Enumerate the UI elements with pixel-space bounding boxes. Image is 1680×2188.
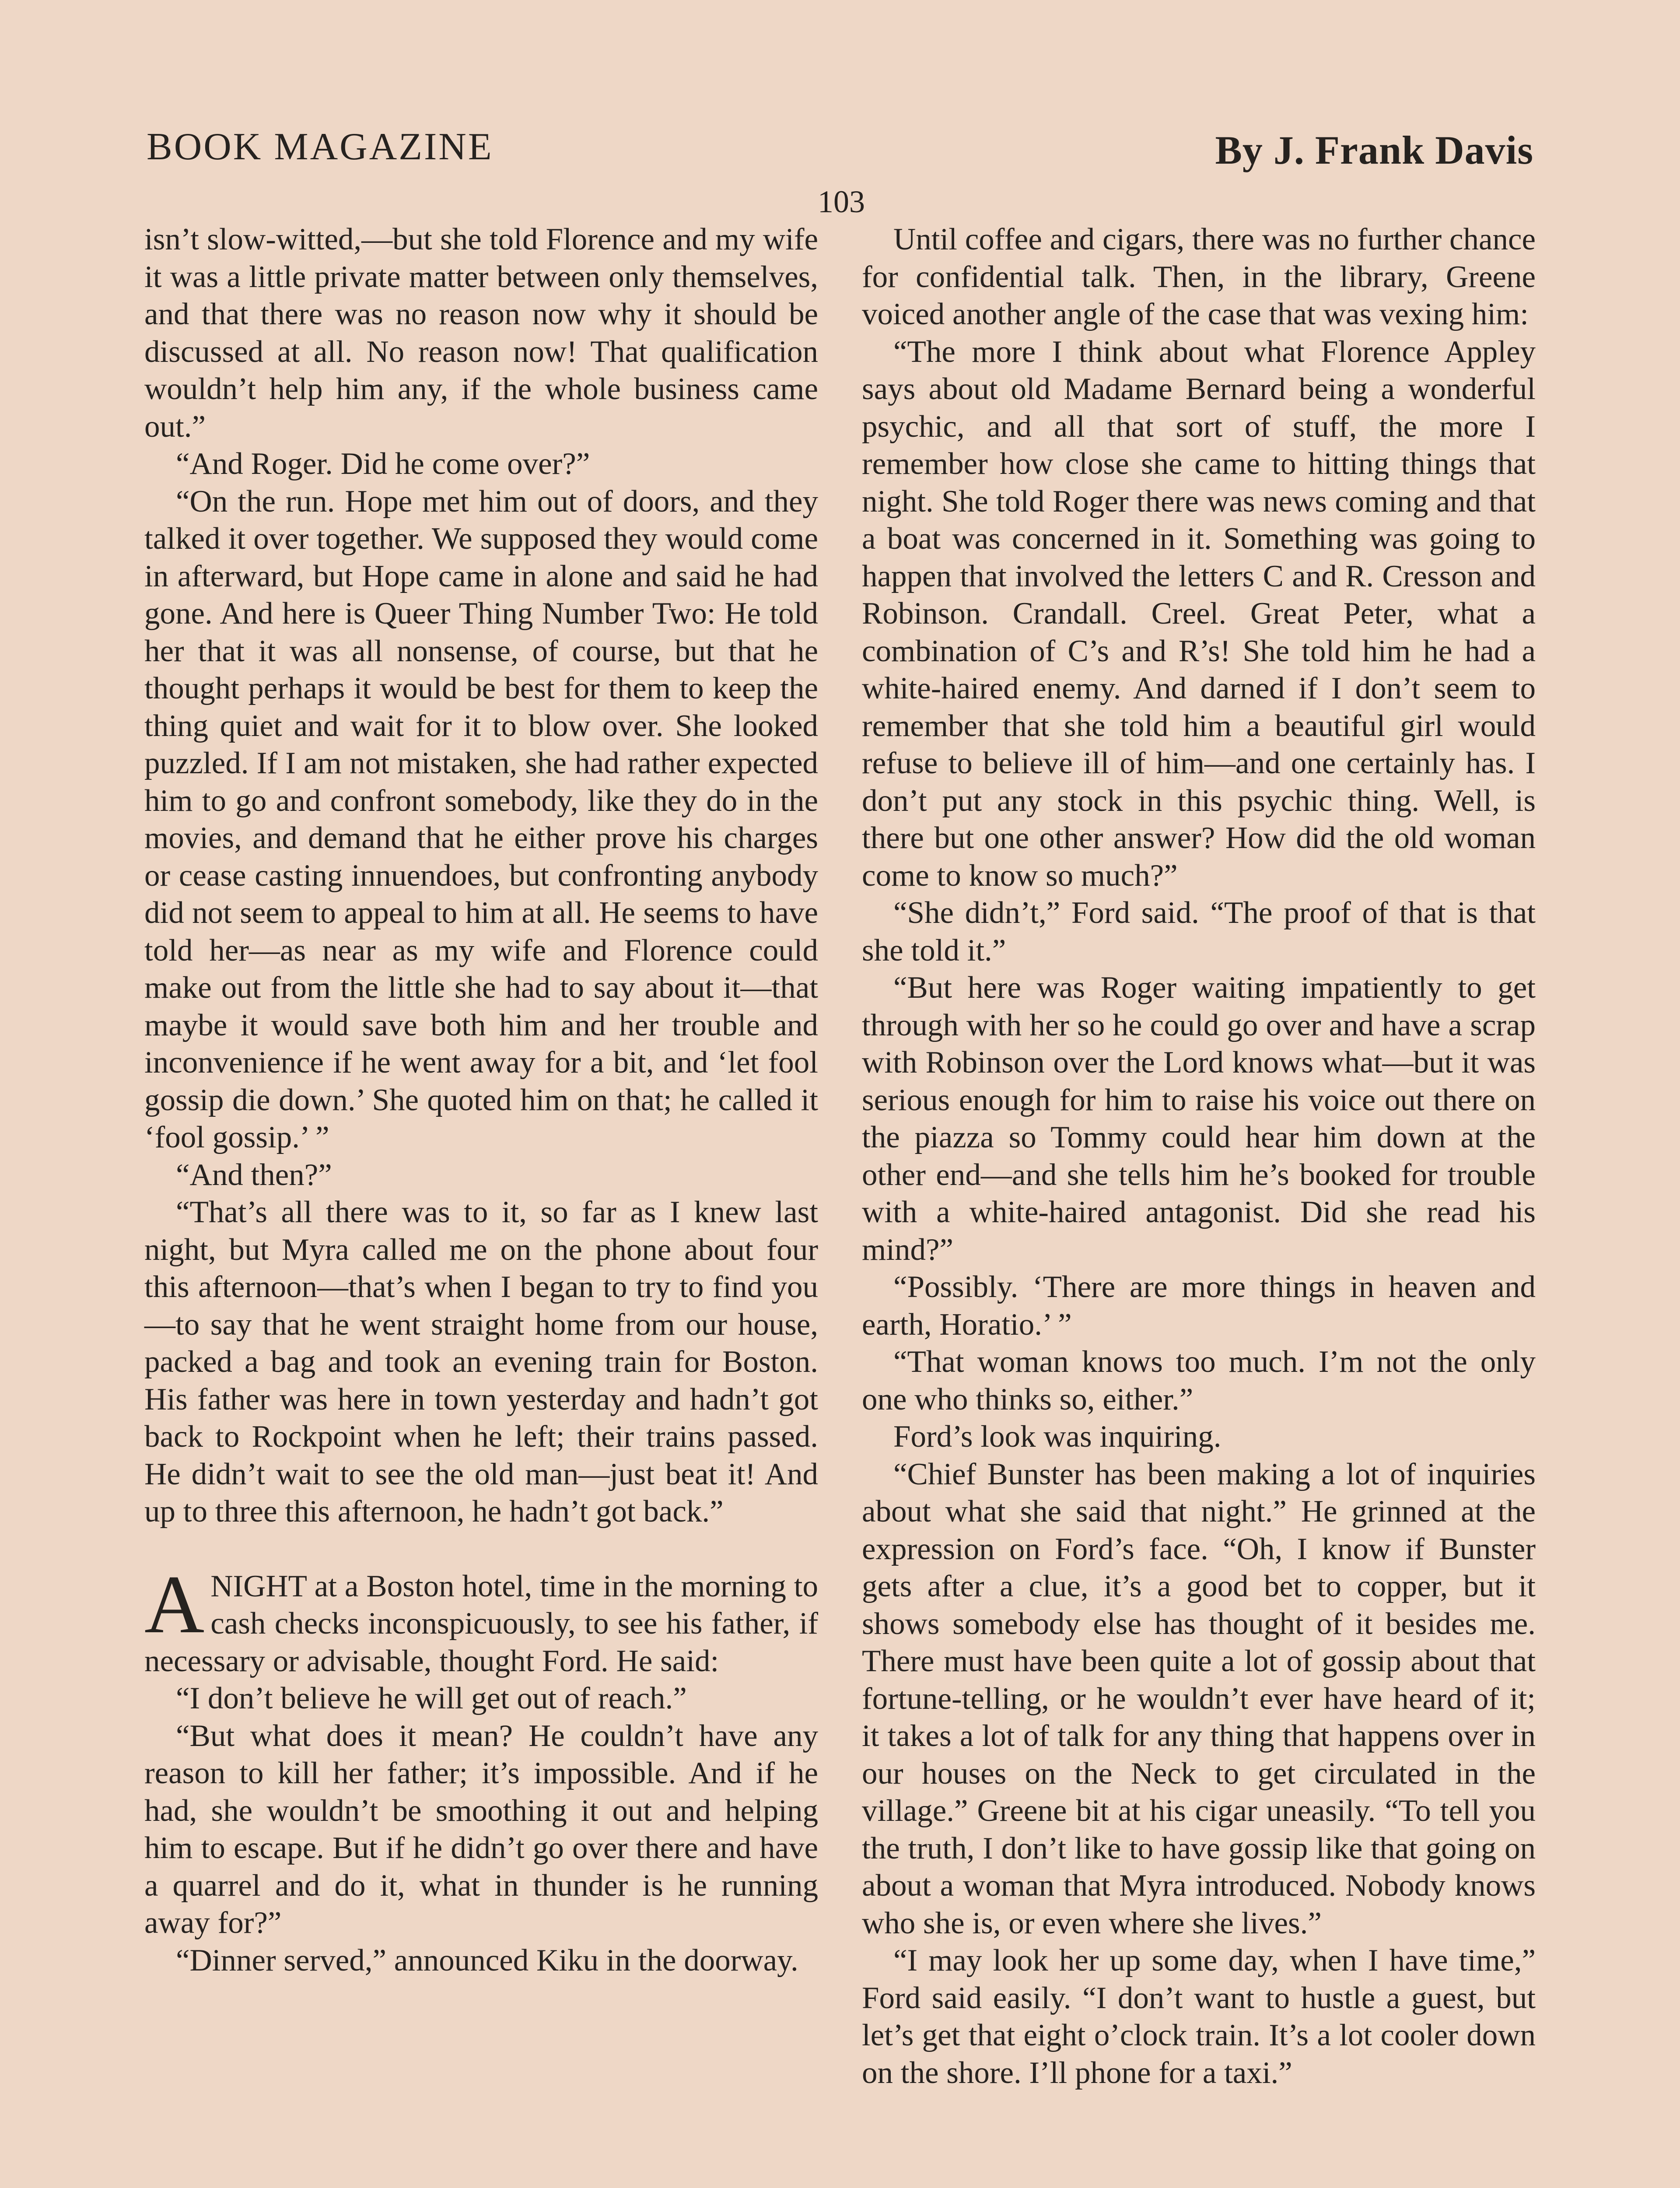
paragraph: isn’t slow-witted,—but she told Florence and my wife it was a little private matter between only themselves, and that there was no reason now why it should be discussed at all. No reason now! That qualification wouldn’t help him any, if the whole business came out.” (144, 222, 818, 444)
section-lead-paragraph (144, 1558, 818, 1680)
drop-cap: A (144, 1558, 205, 1651)
paragraph: “On the run. Hope met him out of doors, and they talked it over together. We supposed they would come in afterward, but Hope came in alone and said he had gone. And here is Queer Thing Number Two: He told her that it was all nonsense, of course, but that he thought perhaps it would be best for them to keep the thing quiet and wait for it to blow over. She looked puzzled. If I am not mistaken, she had rather expected him to go and confront somebody, like they do in the movies, and demand that he either prove his charges or cease casting innuendoes, but confronting anybody did not seem to appeal to him at all. He seems to have told her—as near as my wife and Florence could make out from the little she had to say about it—that maybe it would save both him and her trouble and inconvenience if he went away for a bit, and ‘let fool gossip die down.’ She quoted him on that; he called it ‘fool gossip.’ ” (144, 484, 818, 1154)
paragraph: “Dinner served,” announced Kiku in the doorway. (176, 1943, 798, 1978)
paragraph: “But what does it mean? He couldn’t have any reason to kill her father; it’s impossible. And if he had, she wouldn’t be smoothing it out and helping him to escape. But if he didn’t go over there and have a quarrel and do it, what in thunder is he running away for?” (144, 1718, 818, 1940)
paragraph: “And Roger. Did he come over?” (176, 447, 590, 481)
paragraph: “That’s all there was to it, so far as I knew last night, but Myra called me on the phone about four this afternoon—that’s when I began to try to find you—to say that he went straight home from our house, packed a bag and took an evening train for Boston. His father was here in town yesterday and hadn’t got back to Rockpoint when he left; their trains passed. He didn’t wait to see the old man—just beat it! And up to three this afternoon, he hadn’t got back.” (144, 1195, 818, 1529)
paragraph: “That woman knows too much. I’m not the only one who thinks so, either.” (862, 1345, 1536, 1417)
paragraph: Until coffee and cigars, there was no further chance for confidential talk. Then, in the library, Greene voiced another angle of the case that was vexing him: (862, 222, 1536, 331)
section-lead-text: NIGHT at a Boston hotel, time in the morning to cash checks inconspicuously, to see his father, if necessary or advisable, thought Ford. He said: (144, 1569, 818, 1678)
author-byline: By J. Frank Davis (1215, 128, 1533, 172)
right-column (862, 221, 1536, 2092)
paragraph: Ford’s look was inquiring. (893, 1420, 1222, 1454)
paragraph: “The more I think about what Florence Appley says about old Madame Bernard being a wonderful psychic, and all that sort of stuff, the more I remember how close she came to hitting things that night. She told Roger there was news coming and that a boat was concerned in it. Something was going to happen that involved the letters C and R. Cresson and Robinson. Crandall. Creel. Great Peter, what a combination of C’s and R’s! She told him he had a white-haired enemy. And darned if I don’t seem to remember that she told him a beautiful girl would refuse to believe ill of him—and one certainly has. I don’t put any stock in this psychic thing. Well, is there but one other answer? How did the old woman come to know so much?” (862, 334, 1536, 893)
paragraph: “I don’t believe he will get out of reach.” (176, 1681, 687, 1715)
paragraph: “I may look her up some day, when I have time,” Ford said easily. “I don’t want to hustle a guest, but let’s get that eight o’clock train. It’s a lot cooler down on the shore. I’ll phone for a taxi.” (862, 1943, 1536, 2090)
paragraph: “She didn’t,” Ford said. “The proof of that is that she told it.” (862, 896, 1536, 968)
paragraph: “And then?” (176, 1157, 332, 1192)
paragraph: “Chief Bunster has been making a lot of inquiries about what she said that night.” He grinned at the expression on Ford’s face. “Oh, I know if Bunster gets after a clue, it’s a good bet to copper, but it shows somebody else has thought of it besides me. There must have been quite a lot of gossip about that fortune-telling, or he wouldn’t ever have heard of it; it takes a lot of talk for any thing that happens over in our houses on the Neck to get circulated in the village.” Greene bit at his cigar uneasily. “To tell you the truth, I don’t like to have gossip like that going on about a woman that Myra introduced. Nobody knows who she is, or even where she lives.” (862, 1457, 1536, 1940)
paragraph: “Possibly. ‘There are more things in heaven and earth, Horatio.’ ” (862, 1270, 1536, 1342)
left-column (144, 221, 818, 1979)
page-number: 103 (818, 184, 865, 219)
paragraph: “But here was Roger waiting impatiently to get through with her so he could go over and have a scrap with Robinson over the Lord knows what—but it was serious enough for him to raise his voice out there on the piazza so Tommy could hear him down at the other end—and she tells him he’s booked for trouble with a white-haired antagonist. Did she read his mind?” (862, 971, 1536, 1267)
publication-name: BOOK MAGAZINE (147, 126, 494, 168)
